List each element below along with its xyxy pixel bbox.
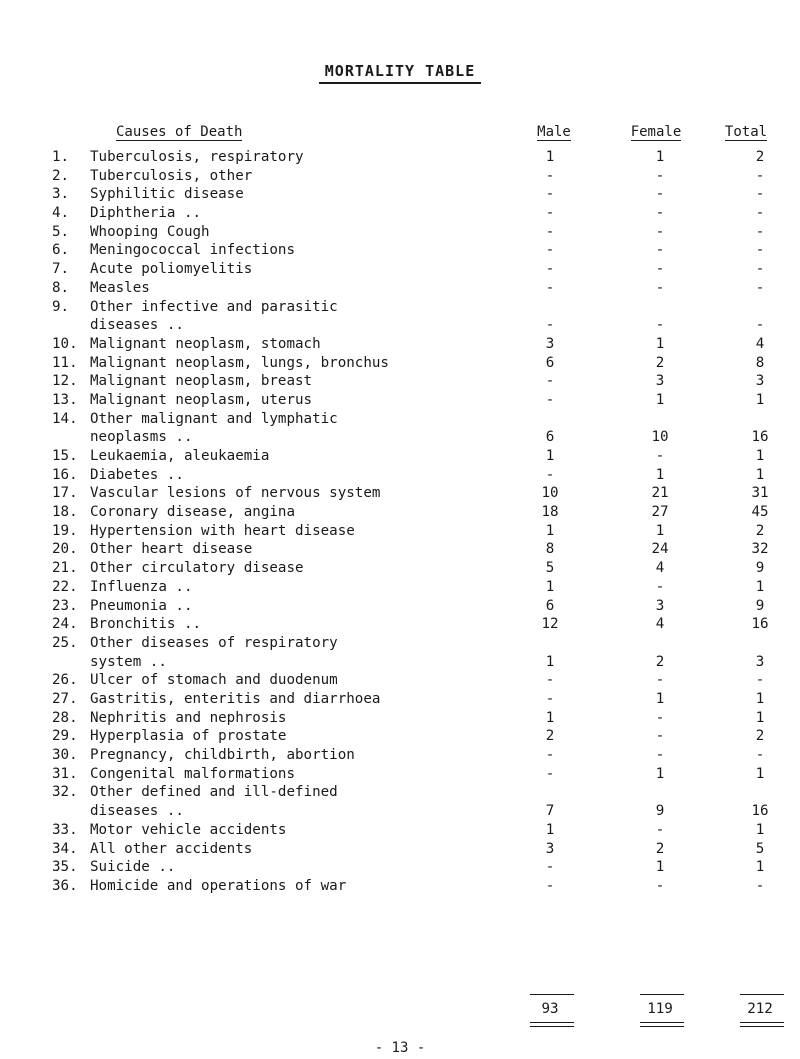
double-rule-total [740, 1022, 784, 1027]
cause-line-1: All other accidents [90, 840, 253, 857]
cause-label [90, 484, 545, 503]
value-total: 1 [755, 821, 765, 838]
cause-line-1: Tuberculosis, other [90, 167, 253, 184]
value-male: 1 [545, 709, 555, 726]
value-female: - [655, 242, 665, 259]
value-female: - [655, 821, 665, 838]
row-number: 28. [52, 709, 78, 726]
header-total: Total [724, 124, 768, 140]
cause-label [90, 223, 545, 242]
value-male: - [545, 859, 555, 876]
cause-line-1: Whooping Cough [90, 223, 210, 240]
value-female: 1 [655, 522, 665, 539]
value-total: 16 [751, 616, 769, 633]
value-female: - [655, 728, 665, 745]
value-total: 3 [755, 653, 765, 670]
value-male: 5 [545, 560, 555, 577]
table-row [0, 204, 800, 223]
value-male: 7 [545, 803, 555, 820]
value-total: 9 [755, 597, 765, 614]
cause-label [90, 615, 545, 634]
value-total: - [755, 186, 765, 203]
value-male: - [545, 765, 555, 782]
cause-line-2: diseases .. [90, 803, 184, 820]
row-number: 17. [52, 485, 78, 502]
value-male: - [545, 317, 555, 334]
value-male: 1 [545, 821, 555, 838]
cause-label [90, 783, 545, 820]
cause-line-1: Suicide .. [90, 859, 176, 876]
table-row [0, 690, 800, 709]
row-number: 12. [52, 373, 78, 390]
value-total: 1 [755, 690, 765, 707]
cause-line-1: Gastritis, enteritis and diarrhoea [90, 690, 381, 707]
table-row [0, 634, 800, 671]
cause-line-1: Ulcer of stomach and duodenum [90, 672, 338, 689]
value-total: 31 [751, 485, 769, 502]
cause-label [90, 840, 545, 859]
cause-label [90, 559, 545, 578]
row-number: 36. [52, 877, 78, 894]
cause-line-1: Hyperplasia of prostate [90, 728, 287, 745]
table-row [0, 185, 800, 204]
value-female: 1 [655, 391, 665, 408]
cause-label [90, 354, 545, 373]
cause-label [90, 185, 545, 204]
table-row [0, 709, 800, 728]
value-female: 2 [655, 653, 665, 670]
table-row [0, 671, 800, 690]
table-row [0, 559, 800, 578]
value-female: - [655, 205, 665, 222]
value-total: 2 [755, 728, 765, 745]
cause-label [90, 503, 545, 522]
cause-line-1: Nephritis and nephrosis [90, 709, 287, 726]
cause-label [90, 821, 545, 840]
cause-line-2: diseases .. [90, 317, 184, 334]
row-number: 16. [52, 466, 78, 483]
value-female: - [655, 578, 665, 595]
table-row [0, 148, 800, 167]
row-number: 7. [52, 261, 70, 278]
cause-label [90, 410, 545, 447]
value-total: - [755, 242, 765, 259]
cause-label [90, 522, 545, 541]
row-number: 15. [52, 448, 78, 465]
value-total: - [755, 317, 765, 334]
value-male: - [545, 672, 555, 689]
cause-label [90, 877, 545, 896]
subtotal-rule-female [640, 994, 684, 995]
value-male: - [545, 167, 555, 184]
value-male: - [545, 747, 555, 764]
value-female: - [655, 747, 665, 764]
cause-line-1: Malignant neoplasm, breast [90, 373, 313, 390]
value-male: - [545, 205, 555, 222]
cause-label [90, 578, 545, 597]
value-male: - [545, 223, 555, 240]
page-number: - 13 - [374, 1040, 426, 1056]
table-row [0, 783, 800, 820]
cause-line-1: Diphtheria .. [90, 205, 202, 222]
row-number: 18. [52, 504, 78, 521]
value-female: 1 [655, 335, 665, 352]
value-male: - [545, 279, 555, 296]
header-female: Female [630, 124, 682, 140]
value-total: 16 [751, 803, 769, 820]
value-male: - [545, 186, 555, 203]
cause-line-1: Tuberculosis, respiratory [90, 149, 304, 165]
table-row [0, 241, 800, 260]
cause-label [90, 858, 545, 877]
double-rule-male [530, 1022, 574, 1027]
cause-line-1: Syphilitic disease [90, 186, 244, 203]
cause-label [90, 391, 545, 410]
table-row [0, 840, 800, 859]
table-row [0, 484, 800, 503]
value-female: - [655, 261, 665, 278]
value-total: 1 [755, 448, 765, 465]
row-number: 23. [52, 597, 78, 614]
value-male: - [545, 242, 555, 259]
table-row [0, 746, 800, 765]
table-row [0, 821, 800, 840]
value-male: 6 [545, 354, 555, 371]
value-total: 1 [755, 466, 765, 483]
row-number: 10. [52, 335, 78, 352]
table-row [0, 466, 800, 485]
value-total: 1 [755, 709, 765, 726]
value-total: 1 [755, 578, 765, 595]
cause-line-1: Pregnancy, childbirth, abortion [90, 747, 355, 764]
row-number: 27. [52, 690, 78, 707]
value-female: - [655, 186, 665, 203]
value-male: - [545, 466, 555, 483]
cause-label [90, 447, 545, 466]
table-row [0, 354, 800, 373]
value-total: 4 [755, 335, 765, 352]
cause-label [90, 746, 545, 765]
value-female: - [655, 877, 665, 894]
cause-label [90, 148, 545, 167]
table-row [0, 447, 800, 466]
value-male: 3 [545, 840, 555, 857]
value-male: 1 [545, 578, 555, 595]
value-total: - [755, 261, 765, 278]
table-row [0, 597, 800, 616]
value-total: - [755, 167, 765, 184]
value-female: 27 [651, 504, 669, 521]
value-male: - [545, 877, 555, 894]
table-row [0, 615, 800, 634]
row-number: 3. [52, 186, 70, 203]
value-male: - [545, 690, 555, 707]
value-male: 12 [541, 616, 559, 633]
table-row [0, 540, 800, 559]
value-female: 3 [655, 597, 665, 614]
row-number: 9. [52, 298, 70, 315]
header-male: Male [537, 124, 571, 140]
cause-label [90, 335, 545, 354]
cause-line-1: Malignant neoplasm, lungs, bronchus [90, 354, 389, 371]
total-female: 119 [647, 1001, 673, 1017]
value-female: 2 [655, 840, 665, 857]
cause-line-1: Diabetes .. [90, 466, 184, 483]
row-number: 25. [52, 634, 78, 651]
cause-label [90, 540, 545, 559]
value-total: - [755, 279, 765, 296]
table-row [0, 858, 800, 877]
cause-label [90, 634, 545, 671]
table-row [0, 522, 800, 541]
value-female: - [655, 279, 665, 296]
table-row [0, 223, 800, 242]
cause-label [90, 167, 545, 186]
subtotal-rule-total [740, 994, 784, 995]
row-number: 2. [52, 167, 70, 184]
table-row [0, 335, 800, 354]
row-number: 14. [52, 410, 78, 427]
value-male: 18 [541, 504, 559, 521]
row-number: 24. [52, 616, 78, 633]
value-female: 3 [655, 373, 665, 390]
value-male: 8 [545, 541, 555, 558]
value-male: 1 [545, 522, 555, 539]
table-row [0, 877, 800, 896]
value-male: - [545, 391, 555, 408]
value-female: 4 [655, 616, 665, 633]
cause-label [90, 466, 545, 485]
header-causes: Causes of Death [116, 124, 243, 140]
table-row [0, 765, 800, 784]
cause-label [90, 690, 545, 709]
row-number: 8. [52, 279, 70, 296]
row-number: 30. [52, 747, 78, 764]
row-number: 22. [52, 578, 78, 595]
cause-line-1: Malignant neoplasm, uterus [90, 391, 313, 408]
value-female: - [655, 709, 665, 726]
cause-line-1: Pneumonia .. [90, 597, 193, 614]
value-female: - [655, 167, 665, 184]
table-row [0, 372, 800, 391]
row-number: 13. [52, 391, 78, 408]
cause-label [90, 279, 545, 298]
cause-label [90, 298, 545, 335]
cause-line-1: Other diseases of respiratory [90, 634, 338, 651]
value-total: 1 [755, 765, 765, 782]
cause-line-1: Vascular lesions of nervous system [90, 485, 381, 502]
value-male: 1 [545, 149, 555, 165]
cause-label [90, 241, 545, 260]
cause-label [90, 597, 545, 616]
mortality-table [0, 148, 800, 896]
cause-label [90, 709, 545, 728]
table-row [0, 279, 800, 298]
cause-line-1: Other defined and ill-defined [90, 784, 338, 801]
row-number: 4. [52, 205, 70, 222]
value-male: 1 [545, 448, 555, 465]
cause-label [90, 204, 545, 223]
row-number: 1. [52, 149, 70, 165]
table-row [0, 260, 800, 279]
value-total: 2 [755, 522, 765, 539]
cause-line-1: Other heart disease [90, 541, 253, 558]
row-number: 29. [52, 728, 78, 745]
row-number: 35. [52, 859, 78, 876]
cause-line-1: Other infective and parasitic [90, 298, 338, 315]
value-total: 5 [755, 840, 765, 857]
row-number: 5. [52, 223, 70, 240]
value-male: 1 [545, 653, 555, 670]
cause-label [90, 372, 545, 391]
value-male: 3 [545, 335, 555, 352]
cause-line-1: Motor vehicle accidents [90, 821, 287, 838]
value-female: 10 [651, 429, 669, 446]
value-female: 1 [655, 765, 665, 782]
row-number: 11. [52, 354, 78, 371]
value-total: 2 [755, 149, 765, 165]
table-row [0, 391, 800, 410]
value-female: - [655, 317, 665, 334]
cause-line-2: neoplasms .. [90, 429, 193, 446]
cause-line-1: Meningococcal infections [90, 242, 295, 259]
value-total: - [755, 877, 765, 894]
cause-line-1: Influenza .. [90, 578, 193, 595]
total-total: 212 [747, 1001, 773, 1017]
cause-line-1: Acute poliomyelitis [90, 261, 253, 278]
cause-line-1: Leukaemia, aleukaemia [90, 448, 270, 465]
value-female: - [655, 448, 665, 465]
value-total: - [755, 223, 765, 240]
cause-label [90, 765, 545, 784]
page-title: MORTALITY TABLE [0, 62, 800, 84]
value-female: 9 [655, 803, 665, 820]
row-number: 32. [52, 784, 78, 801]
cause-line-1: Hypertension with heart disease [90, 522, 355, 539]
cause-line-1: Homicide and operations of war [90, 877, 347, 894]
value-male: 2 [545, 728, 555, 745]
value-female: 1 [655, 859, 665, 876]
row-number: 31. [52, 765, 78, 782]
value-total: - [755, 205, 765, 222]
value-male: 10 [541, 485, 559, 502]
value-total: 8 [755, 354, 765, 371]
cause-line-1: Other circulatory disease [90, 560, 304, 577]
value-male: - [545, 261, 555, 278]
value-total: 45 [751, 504, 769, 521]
cause-line-1: Coronary disease, angina [90, 504, 295, 521]
subtotal-rule-male [530, 994, 574, 995]
value-female: 4 [655, 560, 665, 577]
row-number: 20. [52, 541, 78, 558]
cause-label [90, 671, 545, 690]
value-female: 21 [651, 485, 669, 502]
table-row [0, 727, 800, 746]
total-male: 93 [541, 1001, 559, 1017]
row-number: 33. [52, 821, 78, 838]
row-number: 26. [52, 672, 78, 689]
value-total: 32 [751, 541, 769, 558]
value-total: - [755, 747, 765, 764]
table-row [0, 503, 800, 522]
row-number: 6. [52, 242, 70, 259]
value-female: 1 [655, 466, 665, 483]
value-total: - [755, 672, 765, 689]
value-total: 9 [755, 560, 765, 577]
value-male: 6 [545, 597, 555, 614]
value-female: 1 [655, 149, 665, 165]
table-row [0, 298, 800, 335]
table-row [0, 167, 800, 186]
cause-label [90, 260, 545, 279]
value-female: - [655, 672, 665, 689]
value-female: - [655, 223, 665, 240]
value-total: 16 [751, 429, 769, 446]
value-female: 2 [655, 354, 665, 371]
double-rule-female [640, 1022, 684, 1027]
row-number: 19. [52, 522, 78, 539]
value-total: 1 [755, 391, 765, 408]
row-number: 34. [52, 840, 78, 857]
value-female: 1 [655, 690, 665, 707]
table-row [0, 578, 800, 597]
cause-label [90, 727, 545, 746]
value-male: - [545, 373, 555, 390]
cause-line-1: Bronchitis .. [90, 616, 202, 633]
cause-line-1: Measles [90, 279, 150, 296]
value-male: 6 [545, 429, 555, 446]
row-number: 21. [52, 560, 78, 577]
cause-line-1: Congenital malformations [90, 765, 295, 782]
cause-line-1: Malignant neoplasm, stomach [90, 335, 321, 352]
value-total: 3 [755, 373, 765, 390]
table-row [0, 410, 800, 447]
value-female: 24 [651, 541, 669, 558]
cause-line-1: Other malignant and lymphatic [90, 410, 338, 427]
value-total: 1 [755, 859, 765, 876]
cause-line-2: system .. [90, 653, 167, 670]
